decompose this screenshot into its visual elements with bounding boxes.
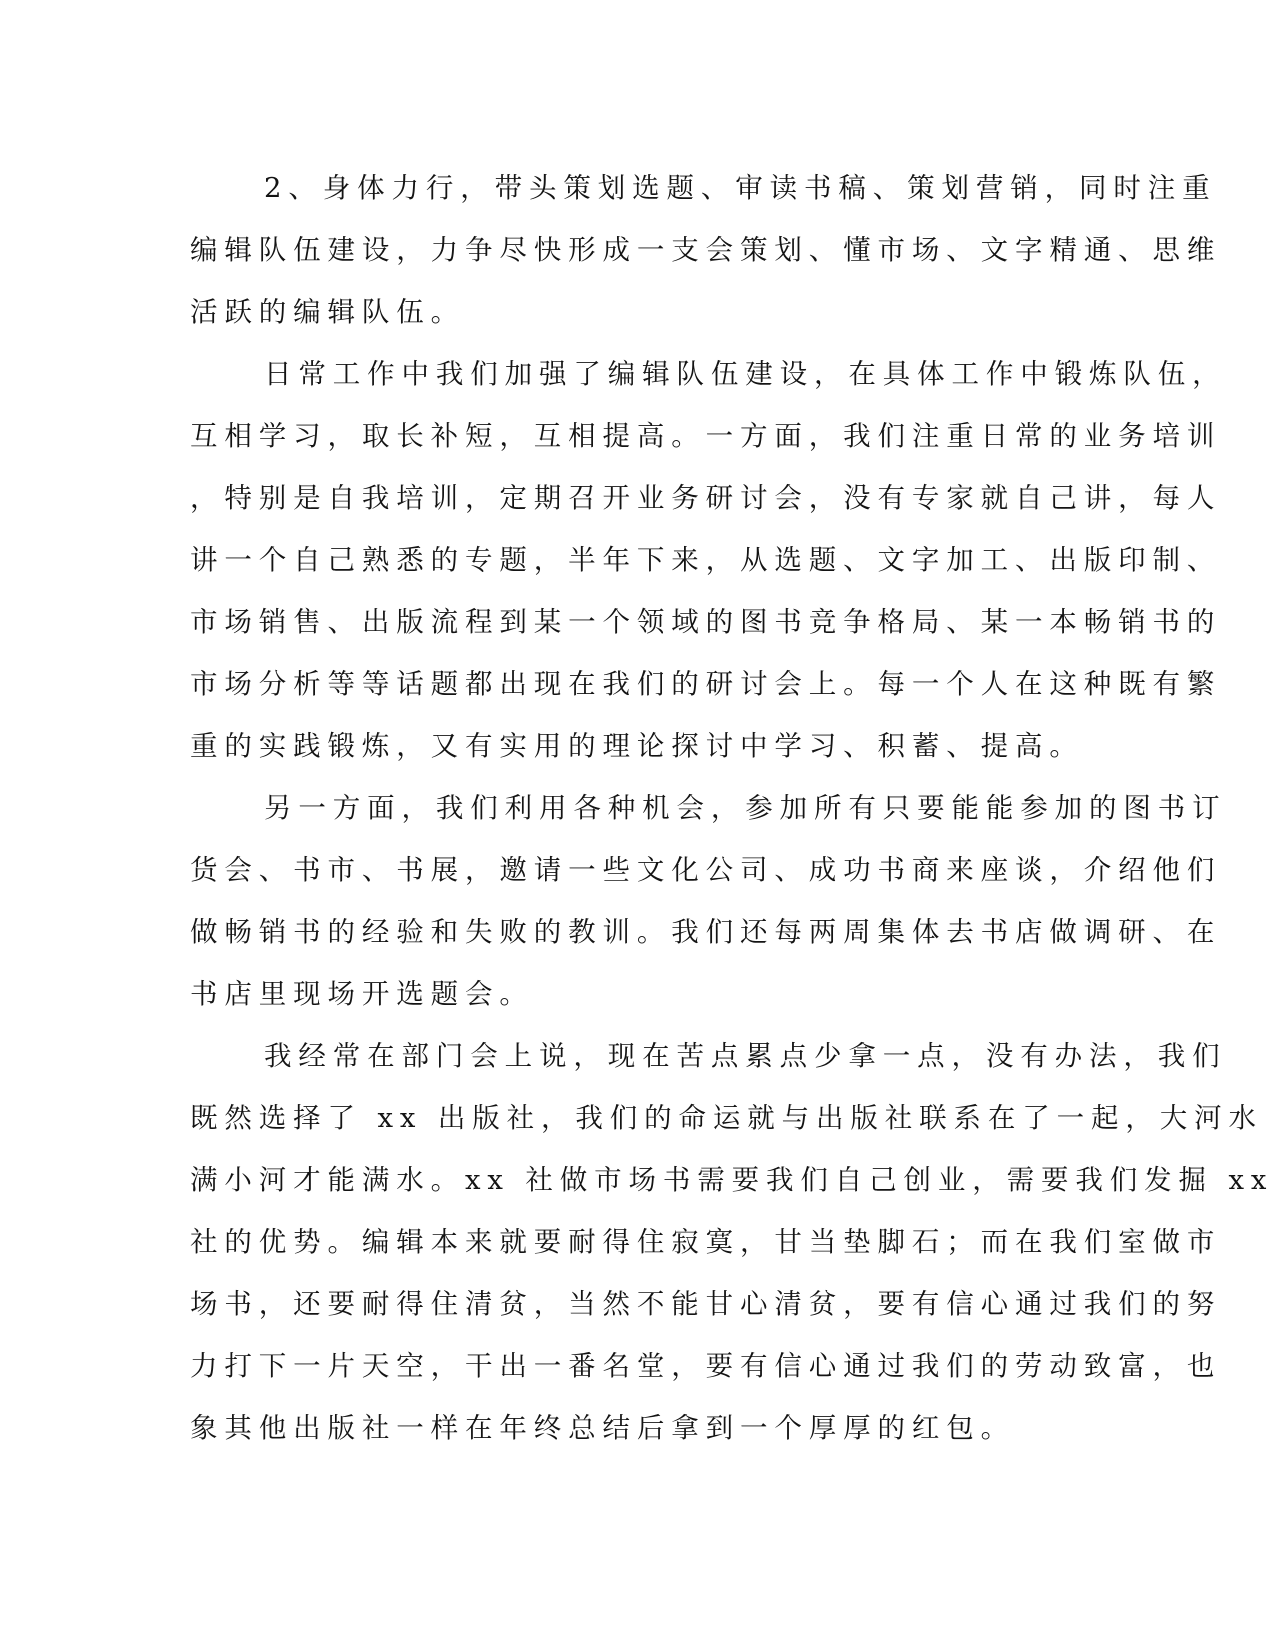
- text-line: 象其他出版社一样在年终总结后拿到一个厚厚的红包。: [190, 1412, 1015, 1444]
- text-line: 互相学习，取长补短，互相提高。一方面，我们注重日常的业务培训: [190, 420, 1222, 452]
- text-line: 满小河才能满水。xx 社做市场书需要我们自己创业，需要我们发掘 xx: [190, 1164, 1274, 1196]
- document-body: [190, 157, 1274, 1459]
- text-line: 力打下一片天空，干出一番名堂，要有信心通过我们的劳动致富，也: [190, 1350, 1222, 1382]
- text-line: 市场销售、出版流程到某一个领域的图书竞争格局、某一本畅销书的: [190, 606, 1222, 638]
- text-line: 另一方面，我们利用各种机会，参加所有只要能能参加的图书订: [264, 792, 1227, 824]
- text-line: 社的优势。编辑本来就要耐得住寂寞，甘当垫脚石；而在我们室做市: [190, 1226, 1222, 1258]
- paragraph-4: [190, 1025, 1274, 1459]
- paragraph-3: [190, 777, 1227, 1025]
- text-line: 书店里现场开选题会。: [190, 978, 534, 1010]
- text-line: 活跃的编辑队伍。: [190, 296, 465, 328]
- text-line: 做畅销书的经验和失败的教训。我们还每两周集体去书店做调研、在: [190, 916, 1222, 948]
- text-line: 讲一个自己熟悉的专题，半年下来，从选题、文字加工、出版印制、: [190, 544, 1222, 576]
- text-line: 既然选择了 xx 出版社，我们的命运就与出版社联系在了一起，大河水: [190, 1102, 1263, 1134]
- text-line: 市场分析等等话题都出现在我们的研讨会上。每一个人在这种既有繁: [190, 668, 1222, 700]
- text-line: 重的实践锻炼，又有实用的理论探讨中学习、积蓄、提高。: [190, 730, 1084, 762]
- text-line: 2、身体力行，带头策划选题、审读书稿、策划营销，同时注重: [264, 172, 1217, 204]
- text-line: 场书，还要耐得住清贫，当然不能甘心清贫，要有信心通过我们的努: [190, 1288, 1222, 1320]
- text-line: 编辑队伍建设，力争尽快形成一支会策划、懂市场、文字精通、思维: [190, 234, 1222, 266]
- paragraph-2: [190, 343, 1227, 777]
- text-line: ，特别是自我培训，定期召开业务研讨会，没有专家就自己讲，每人: [190, 482, 1222, 514]
- text-line: 日常工作中我们加强了编辑队伍建设，在具体工作中锻炼队伍，: [264, 358, 1227, 390]
- text-line: 我经常在部门会上说，现在苦点累点少拿一点，没有办法，我们: [264, 1040, 1227, 1072]
- text-line: 货会、书市、书展，邀请一些文化公司、成功书商来座谈，介绍他们: [190, 854, 1222, 886]
- paragraph-1: [190, 157, 1222, 343]
